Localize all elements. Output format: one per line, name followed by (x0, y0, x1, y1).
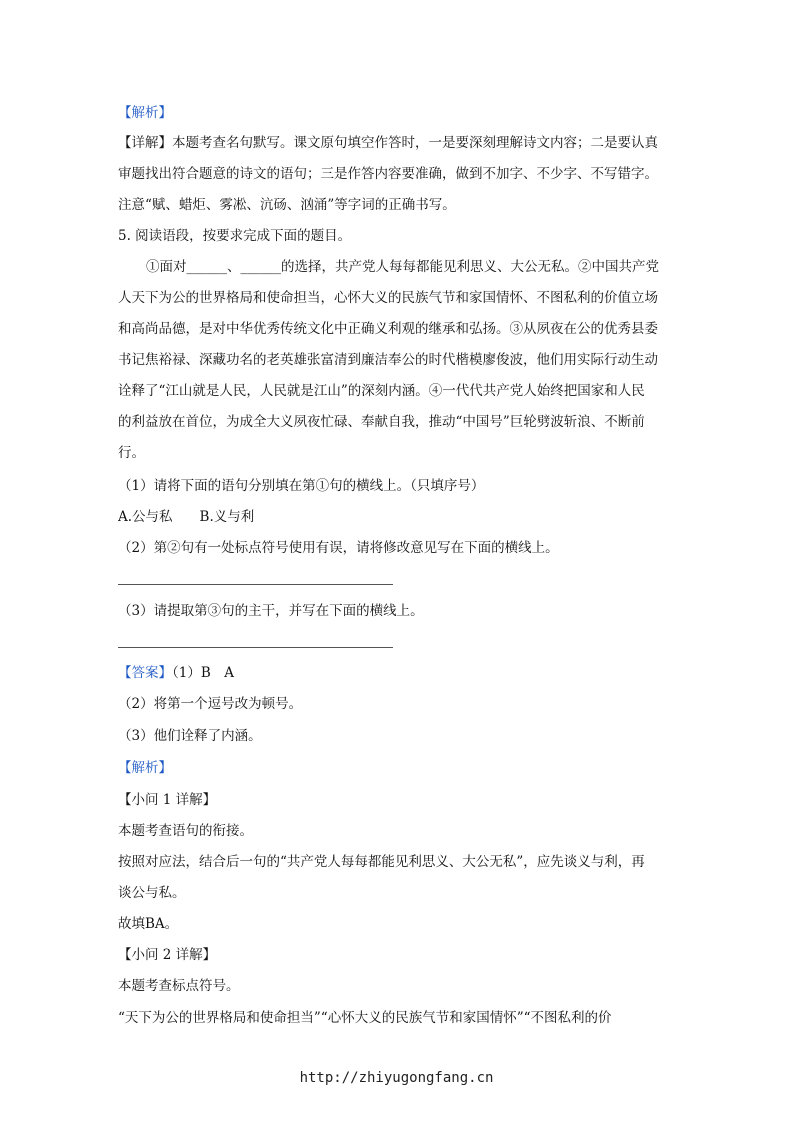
sub-question-1-heading: 【小问 1 详解】 (118, 792, 217, 808)
sub-question-2: （2）第②句有一处标点符号使用有误，请将修改意见写在下面的横线上。 (118, 540, 559, 556)
footer-url: http://zhiyugongfang.cn (299, 1070, 494, 1086)
sub-question-1-options: A.公与私 B.义与利 (118, 509, 255, 525)
analysis-paragraph: 按照对应法，结合后一句的“共产党人每每都能见利思义、大公无私”，应先谈义与利，再 (118, 854, 645, 870)
sub-question-1: （1）请将下面的语句分别填在第①句的横线上。（只填序号） (118, 478, 485, 494)
question-5-title: 5. 阅读语段，按要求完成下面的题目。 (118, 228, 352, 244)
analysis-paragraph: 本题考查标点符号。 (118, 978, 240, 994)
intro-line-1: 【详解】本题考查名句默写。课文原句填空作答时，一是要深刻理解诗文内容；二是要认真 (118, 135, 658, 151)
sub-question-2-heading: 【小问 2 详解】 (118, 947, 217, 963)
passage-line: 人天下为公的世界格局和使命担当，心怀大义的民族气节和家国情怀、不图私利的价值立场 (118, 290, 658, 306)
answer-blank-line (118, 647, 393, 648)
passage-line: 的利益放在首位，为成全大义夙夜忙碌、奉献自我，推动“中国号”巨轮劈波斩浪、不断前 (118, 414, 645, 430)
passage-line: 行。 (118, 445, 145, 461)
analysis-paragraph: 谈公与私。 (118, 885, 186, 901)
passage-line: ①面对______、______的选择，共产党人每每都能见利思义、大公无私。②中国共产党 (146, 259, 659, 275)
intro-line-2: 审题找出符合题意的诗文的语句；三是作答内容要准确，做到不加字、不少字、不写错字。 (118, 166, 658, 182)
answer-line-1: 【答案】（1）B A (118, 665, 235, 681)
passage-line: 书记焦裕禄、深藏功名的老英雄张富清到廉洁奉公的时代楷模廖俊波，他们用实际行动生动 (118, 352, 658, 368)
passage-line: 和高尚品德，是对中华优秀传统文化中正确义利观的继承和弘扬。③从夙夜在公的优秀县委 (118, 321, 658, 337)
passage-line: 诠释了“江山就是人民，人民就是江山”的深刻内涵。④一代代共产党人始终把国家和人民 (118, 383, 645, 399)
analysis-paragraph: 故填BA。 (118, 916, 179, 932)
sub-question-3: （3）请提取第③句的主干，并写在下面的横线上。 (118, 603, 424, 619)
intro-line-3: 注意“赋、蜡炬、雾凇、沆砀、汹涌”等字词的正确书写。 (118, 197, 456, 213)
analysis-label-1: 【解析】 (118, 105, 172, 121)
analysis-label-2: 【解析】 (118, 760, 172, 776)
answer-label: 【答案】 (118, 665, 172, 681)
detail-label: 【详解】 (118, 135, 172, 151)
analysis-paragraph: 本题考查语句的衔接。 (118, 823, 253, 839)
answer-blank-line (118, 584, 393, 585)
answer-line-2: （2）将第一个逗号改为顿号。 (118, 696, 303, 712)
analysis-paragraph: “天下为公的世界格局和使命担当”“心怀大义的民族气节和家国情怀”“不图私利的价 (118, 1010, 612, 1026)
answer-line-3: （3）他们诠释了内涵。 (118, 728, 262, 744)
